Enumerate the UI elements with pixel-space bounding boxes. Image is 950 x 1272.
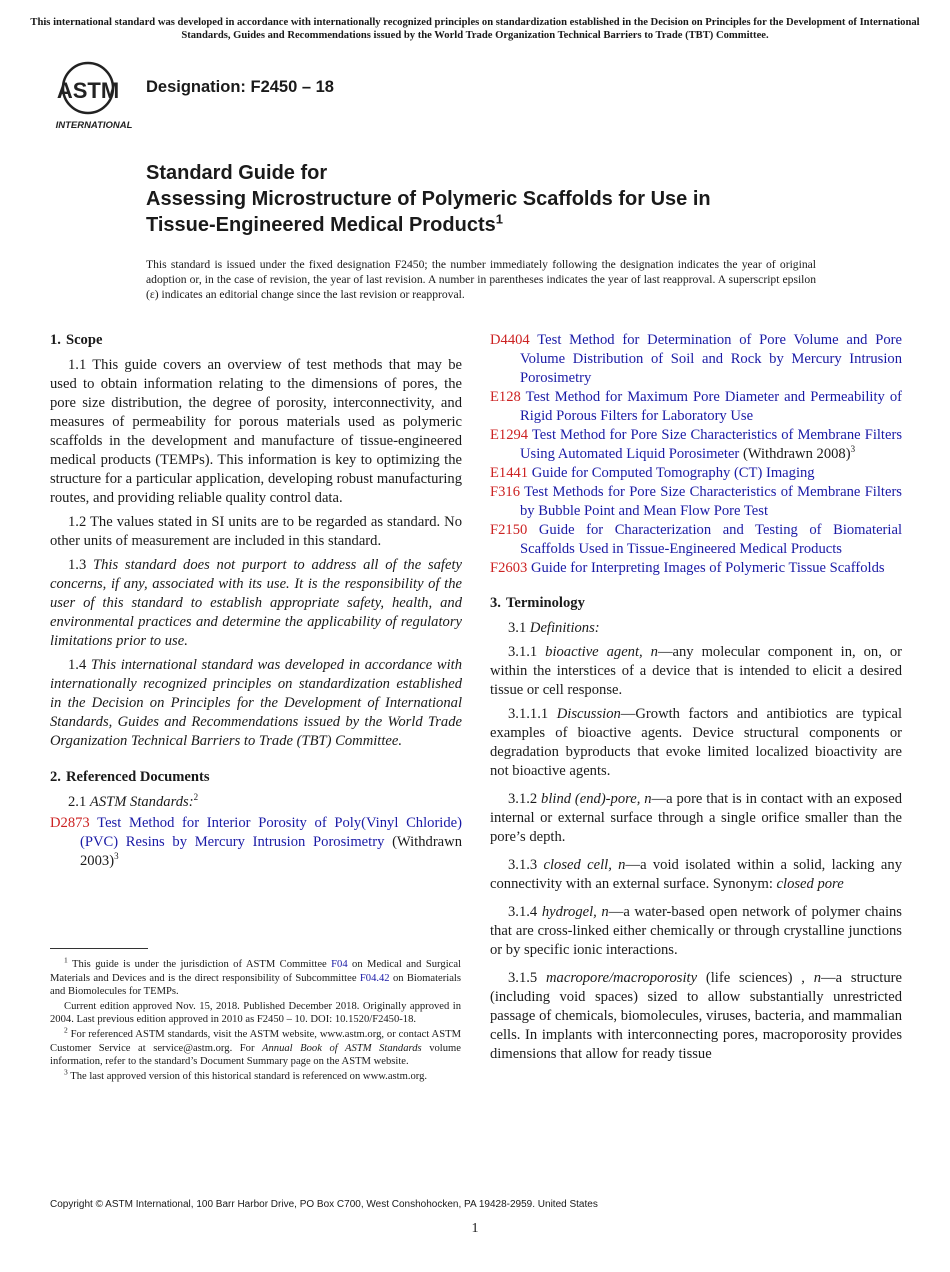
astm-standards-label: 2.1 ASTM Standards:$^2$ (68, 792, 199, 810)
title-line-2: Assessing Microstructure of Polymeric Scaffolds for Use in (146, 188, 711, 210)
scope-paragraph-1-2: 1.2 The values stated in SI units are to be regarded as standard. No other units of measurement are included in this standard. (50, 514, 462, 549)
definition-3-1-3: 3.1.3 closed cell, n—a void isolated within a solid, lacking any connectivity with an external surface. Synonym: closed pore (490, 857, 902, 892)
definition-3-1-5: 3.1.5 macropore/macroporosity (life sciences) , n—a structure (including void spaces) sized to allow substantially unrestricted passage of chemicals, biomolecules, viruses, bacteria, and mammalian cells. In implants with interconnecting pores, macroporosity provides dimensions that allow for ready tissue (490, 970, 902, 1062)
intro-paragraph: This standard is issued under the fixed designation F2450; the number immediately following the designation indicates the year of original adoption or, in the case of revision, the year of last revision. A number in parentheses indicates the year of last reapproval. A superscript epsilon (ε) indicates an editorial change since the last revision or reapproval. (146, 258, 816, 301)
ref-item-f316[interactable]: F316 Test Methods for Pore Size Characteristics of Membrane Filters by Bubble Point and Mean Flow Pore Test (490, 484, 902, 519)
footnotes (50, 955, 461, 1084)
document-title (146, 160, 866, 238)
ref-item-f2150[interactable]: F2150 Guide for Characterization and Testing of Biomaterial Scaffolds Used in Tissue-Engineered Medical Products (490, 522, 902, 557)
designation: Designation: F2450 – 18 (146, 78, 334, 96)
title-footnote-marker: 1 (495, 211, 503, 227)
ref-item-e1441[interactable]: E1441 Guide for Computed Tomography (CT) Imaging (490, 465, 815, 481)
scope-paragraph-1-1: 1.1 This guide covers an overview of test methods that may be used to obtain information relating to the dimensions of pores, the pore size distribution, the degree of porosity, interconnectivity, and measures of permeability for porous materials used as polymeric scaffolds in the development and manufacture of tissue-engineered medical products (TEMPs). This information is key to optimizing the structure for a particular application, developing robust manufacturing routes, and providing reliable quality control data. (50, 357, 462, 506)
definition-3-1-4: 3.1.4 hydrogel, n—a water-based open network of polymer chains that are cross-linked either chemically or through crystalline junctions or by specific ionic interactions. (490, 904, 902, 958)
footnote-divider (50, 948, 148, 949)
title-line-3: Tissue-Engineered Medical Products$^1$ (146, 211, 503, 236)
ref-item-f2603[interactable]: F2603 Guide for Interpreting Images of Polymeric Tissue Scaffolds (490, 560, 885, 576)
definition-3-1-2: 3.1.2 blind (end)-pore, n—a pore that is in contact with an exposed internal or external surface through a single orifice smaller than the pore’s depth. (490, 791, 902, 845)
link-f04-42[interactable]: F04.42 (359, 972, 390, 984)
footnote-2: $^2$ For referenced ASTM standards, visit the ASTM website, www.astm.org, or contact ASTM Customer Service at service@astm.org. For Annual Book of ASTM Standards volume information, refer to the standard’s Document Summary page on the ASTM website. (50, 1025, 461, 1068)
svg-text:ASTM: ASTM (56, 78, 120, 103)
definition-3-1-1: 3.1.1 bioactive agent, n—any molecular component in, on, or within the interstices of a device that is intended to elicit a desired tissue or cell response. (490, 644, 902, 698)
ref-item-d2873[interactable]: D2873 Test Method for Interior Porosity of Poly(Vinyl Chloride) (PVC) Resins by Mercury Intrusion Porosimetry (Withdrawn 2003)$^3$ (50, 815, 462, 869)
right-column (490, 331, 902, 1069)
section-heading-terminology: 3. Terminology (490, 595, 585, 611)
definition-3-1-1-1: 3.1.1.1 Discussion—Growth factors and antibiotics are typical examples of bioactive agents. Device structural components or degradation byproducts that evoke limited localized bioactivity are not bioactive agents. (490, 706, 902, 779)
scope-paragraph-1-4: 1.4 This international standard was developed in accordance with internationally recognized principles on standardization established in the Decision on Principles for the Development of International Standards, Guides and Recommendations issued by the World Trade Organization Technical Barriers to Trade (TBT) Committee. (50, 657, 463, 749)
link-f04[interactable]: F04 (331, 959, 348, 970)
title-line-1: Standard Guide for (146, 162, 328, 184)
top-notice: This international standard was developed in accordance with internationally recognized principles on standardization established in the Decision on Principles for the Development of International Standards, Guides and Recommendations issued by the World Trade Organization Technical Barriers to Trade (TBT) Committee. (30, 17, 920, 41)
terminology-definitions-label: 3.1 Definitions: (508, 620, 600, 636)
footnote-3: $^3$ The last approved version of this historical standard is referenced on www.astm.org. (64, 1067, 428, 1082)
footnote-1: $^1$ This guide is under the jurisdiction of ASTM Committee F04 on Medical and Surgical Materials and Devices and is the direct responsibility of Subcommittee F04.42 on Biomaterials and Biomolecules for TEMPs. (50, 955, 461, 998)
page-number: 1 (471, 1221, 479, 1236)
scope-paragraph-1-3: 1.3 This standard does not purport to address all of the safety concerns, if any, associated with its use. It is the responsibility of the user of this standard to establish appropriate safety, health, and environmental practices and determine the applicability of regulatory limitations prior to use. (50, 557, 462, 649)
left-column (50, 331, 462, 871)
section-heading-scope: 1. Scope (50, 332, 103, 348)
copyright-notice: Copyright © ASTM International, 100 Barr Harbor Drive, PO Box C700, West Conshohocken, PA 19428-2959. United States (50, 1199, 598, 1210)
ref-item-d4404[interactable]: D4404 Test Method for Determination of Pore Volume and Pore Volume Distribution of Soil and Rock by Mercury Intrusion Porosimetry (490, 332, 902, 386)
ref-item-e128[interactable]: E128 Test Method for Maximum Pore Diameter and Permeability of Rigid Porous Filters for Laboratory Use (490, 389, 903, 424)
logo-wordmark: INTERNATIONAL (55, 120, 133, 131)
section-heading-referenced-documents: 2. Referenced Documents (50, 769, 210, 785)
footnote-1-edition: Current edition approved Nov. 15, 2018. Published December 2018. Originally approved in 2004. Last previous edition approved in 2010 as F2450 – 10. DOI: 10.1520/F2450-18. (50, 1000, 461, 1026)
astm-logo-icon (52, 58, 136, 132)
ref-item-e1294[interactable]: E1294 Test Method for Pore Size Characteristics of Membrane Filters Using Automated Liquid Porosimeter (Withdrawn 2008)$^3$ (490, 427, 902, 462)
